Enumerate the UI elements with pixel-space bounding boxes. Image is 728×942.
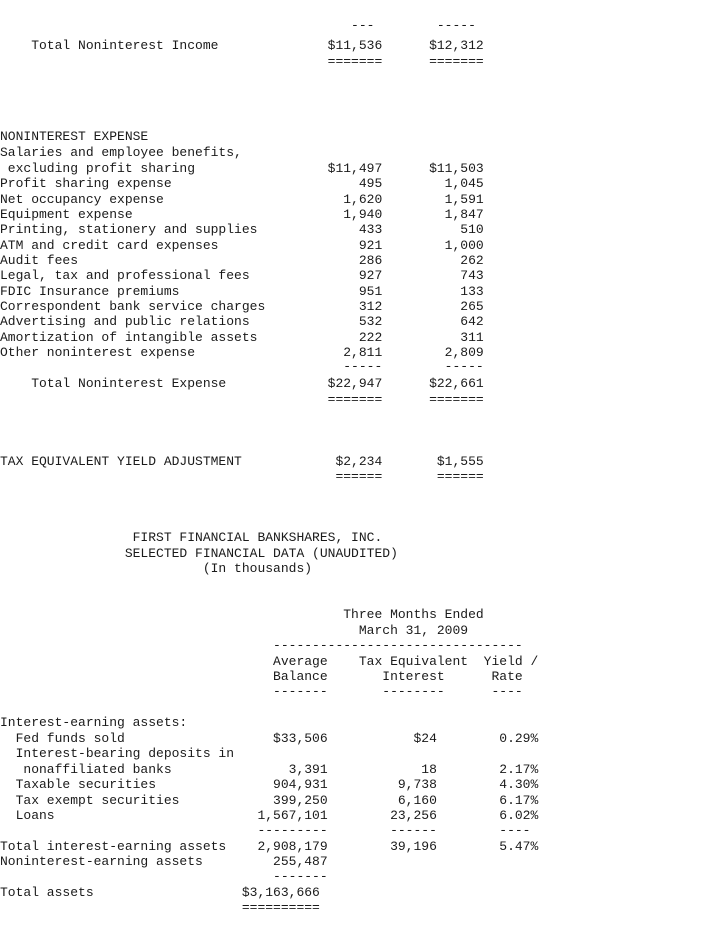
expense-row: Net occupancy expense 1,620 1,591 <box>0 192 484 207</box>
period-heading: Three Months Ended <box>0 607 484 622</box>
period-rule: -------------------------------- <box>0 638 523 653</box>
income-total-double-rule: ======= ======= <box>0 54 484 69</box>
section-heading-noninterest-expense: NONINTEREST EXPENSE <box>0 129 149 144</box>
total-noninterest-expense: Total Noninterest Expense $22,947 $22,661 <box>0 376 484 391</box>
expense-row: Profit sharing expense 495 1,045 <box>0 176 484 191</box>
units-note: (In thousands) <box>0 561 313 576</box>
noninterest-earning-assets: Noninterest-earning assets 255,487 <box>0 854 328 869</box>
company-name: FIRST FINANCIAL BANKSHARES, INC. <box>0 530 383 545</box>
asset-row: Taxable securities 904,931 9,738 4.30% <box>0 777 539 792</box>
expense-row: Audit fees 286 262 <box>0 253 484 268</box>
asset-row: nonaffiliated banks 3,391 18 2.17% <box>0 762 539 777</box>
total-assets-double-rule: ========== <box>0 900 320 915</box>
expense-row: Correspondent bank service charges 312 265 <box>0 299 484 314</box>
expense-row: Printing, stationery and supplies 433 510 <box>0 222 484 237</box>
total-assets: Total assets $3,163,666 <box>0 885 320 900</box>
total-interest-earning-assets: Total interest-earning assets 2,908,179 39,196 5.47% <box>0 839 539 854</box>
asset-row: Interest-bearing deposits in <box>0 746 235 761</box>
period-date: March 31, 2009 <box>0 623 469 638</box>
expense-row: Advertising and public relations 532 642 <box>0 314 484 329</box>
asset-row: Tax exempt securities 399,250 6,160 6.17% <box>0 793 539 808</box>
column-header-rule: ------- -------- ---- <box>0 684 523 699</box>
report-title: SELECTED FINANCIAL DATA (UNAUDITED) <box>0 546 398 561</box>
expense-row: FDIC Insurance premiums 951 133 <box>0 284 484 299</box>
asset-group-heading: Interest-earning assets: <box>0 715 188 730</box>
expense-row: Other noninterest expense 2,811 2,809 <box>0 345 484 360</box>
expense-row: Equipment expense 1,940 1,847 <box>0 207 484 222</box>
total-assets-rule: ------- <box>0 869 328 884</box>
expense-total-separator: ----- ----- <box>0 359 484 374</box>
tax-adjustment-double-rule: ====== ====== <box>0 469 484 484</box>
expense-row: ATM and credit card expenses 921 1,000 <box>0 238 484 253</box>
expense-row: Legal, tax and professional fees 927 743 <box>0 268 484 283</box>
income-total-separator: --- ----- <box>0 18 476 33</box>
column-headers: Average Tax Equivalent Yield / <box>0 654 539 669</box>
total-noninterest-income: Total Noninterest Income $11,536 $12,312 <box>0 38 484 53</box>
expense-row: Amortization of intangible assets 222 311 <box>0 330 484 345</box>
asset-row: Fed funds sold $33,506 $24 0.29% <box>0 731 539 746</box>
asset-row: Loans 1,567,101 23,256 6.02% <box>0 808 539 823</box>
asset-subtotal-rule: --------- ------ ---- <box>0 823 531 838</box>
expense-total-double-rule: ======= ======= <box>0 392 484 407</box>
column-headers: Balance Interest Rate <box>0 669 523 684</box>
expense-row: excluding profit sharing $11,497 $11,503 <box>0 161 484 176</box>
tax-equivalent-yield-adjustment: TAX EQUIVALENT YIELD ADJUSTMENT $2,234 $1,555 <box>0 454 484 469</box>
expense-row: Salaries and employee benefits, <box>0 145 242 160</box>
